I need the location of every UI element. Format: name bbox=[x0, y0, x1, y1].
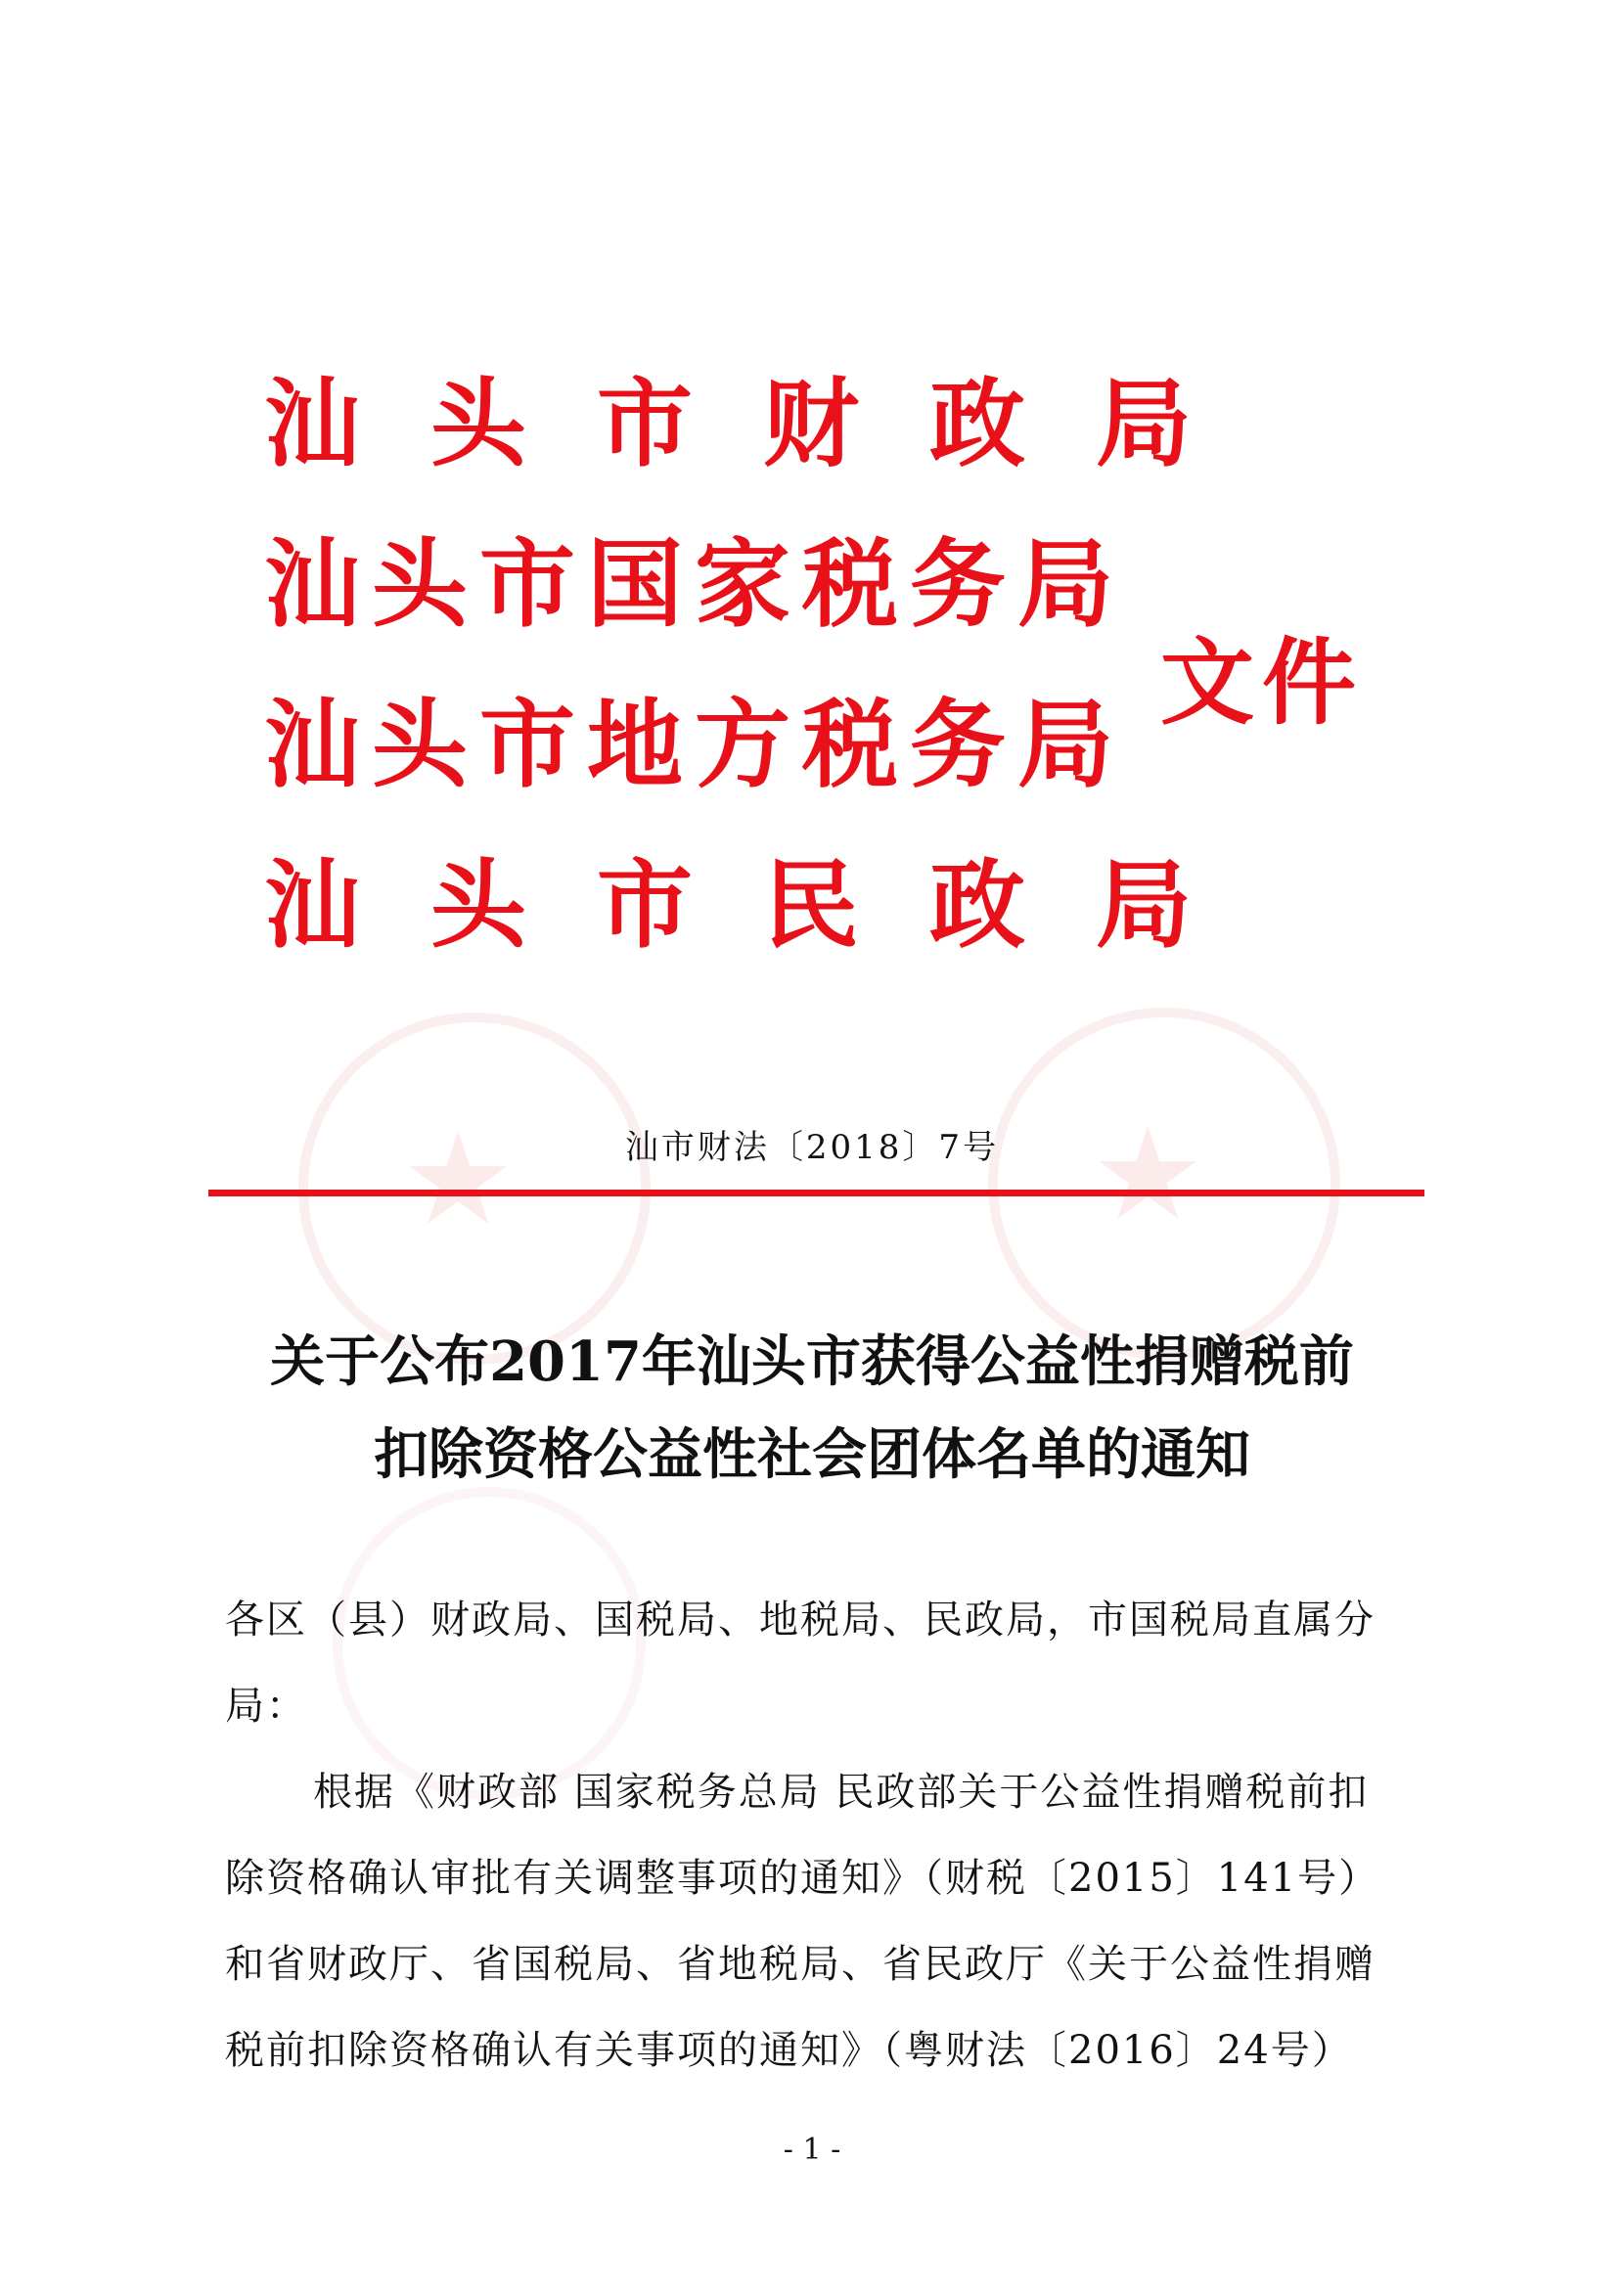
letterhead-suffix: 文件 bbox=[1160, 627, 1364, 738]
document-title-line-2: 扣除资格公益性社会团体名单的通知 bbox=[374, 1422, 1250, 1487]
seal-right bbox=[988, 1008, 1340, 1360]
document-title bbox=[0, 1316, 1624, 1502]
letterhead-org-local-tax: 汕头市地方税务局 bbox=[264, 689, 1126, 801]
document-body bbox=[225, 1577, 1399, 2093]
seal-right-star-icon: ★ bbox=[1091, 1100, 1205, 1248]
seal-left bbox=[298, 1013, 651, 1365]
letterhead-org-national-tax: 汕头市国家税务局 bbox=[264, 528, 1126, 641]
letterhead-org-finance: 汕头市财政局 bbox=[264, 368, 1263, 480]
page-number: - 1 - bbox=[783, 2133, 841, 2167]
body-paragraph-1: 根据《财政部 国家税务总局 民政部关于公益性捐赠税前扣除资格确认审批有关调整事项的通知》（财税〔2015〕141号）和省财政厅、省国税局、省地税局、省民政厅《关于公益性捐赠税前扣除资格确认有关事项的通知》（粤财法〔2016〕24号） bbox=[225, 1770, 1380, 2073]
document-number: 汕市财法〔2018〕7号 bbox=[624, 1128, 1000, 1167]
letterhead-org-civil-affairs: 汕头市民政局 bbox=[264, 849, 1263, 962]
seal-left-star-icon: ★ bbox=[401, 1104, 516, 1253]
document-title-line-1: 关于公布2017年汕头市获得公益性捐赠税前 bbox=[270, 1329, 1354, 1394]
salutation: 各区（县）财政局、国税局、地税局、民政局，市国税局直属分局： bbox=[225, 1598, 1376, 1729]
red-divider-line bbox=[208, 1190, 1424, 1196]
